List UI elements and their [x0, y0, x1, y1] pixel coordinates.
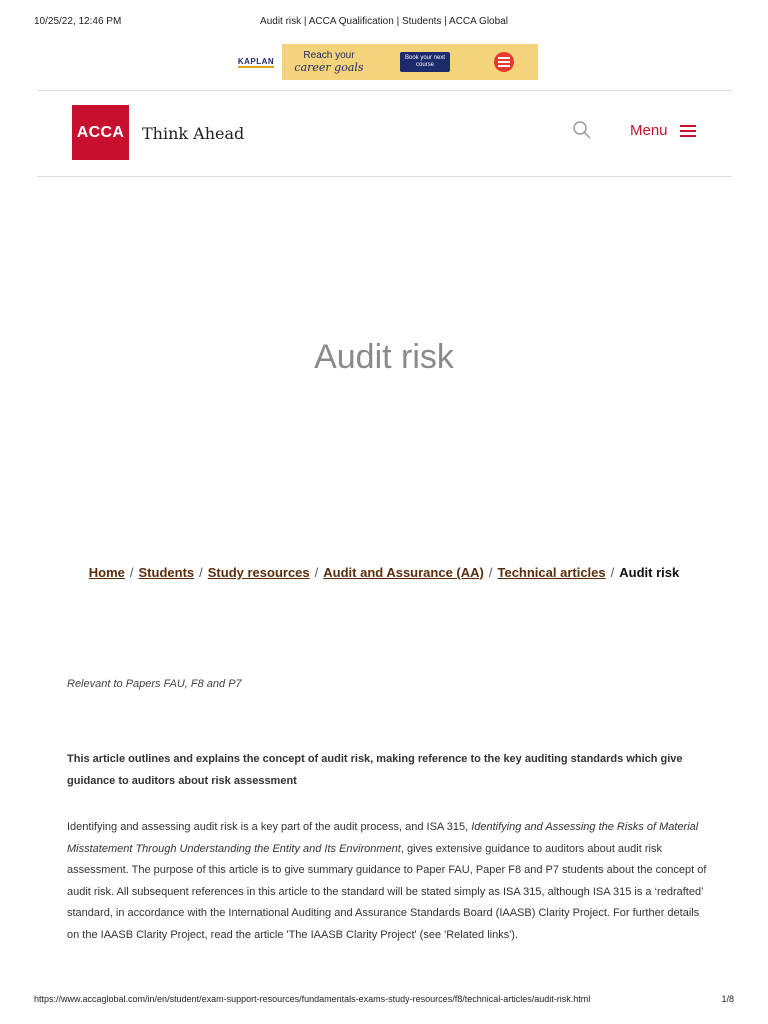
ad-headline: Reach your career goals	[294, 50, 364, 74]
ad-cta-button[interactable]: Book your next course	[400, 52, 450, 72]
breadcrumb-current: Audit risk	[619, 565, 680, 580]
header-bottom-divider	[37, 176, 732, 177]
kaplan-logo: KAPLAN	[230, 44, 282, 80]
article-paragraph: Identifying and assessing audit risk is a key part of the audit process, and ISA 315, Identifying and Assessing the Risks of Material Misstatement Through Understanding the Entity and Its Environment, gives extensive guidance to auditors about audit risk assessment. The purpose of this article is to give summary guidance to Paper FAU, Paper F8 and P7 students about the concept of audit risk. All subsequent references in this article to the standard will be stated simply as ISA 315, although ISA 315 is a ‘redrafted’ standard, in accordance with the International Auditing and Assurance Standards Board (IAASB) Clarity Project. For further details on the IAASB Clarity Project, read the article 'The IAASB Clarity Project' (see 'Related links').	[67, 821, 707, 941]
print-footer	[0, 994, 768, 1008]
breadcrumb-students[interactable]: Students	[138, 565, 195, 580]
breadcrumb-home[interactable]: Home	[88, 565, 125, 580]
print-page-number: 1/8	[721, 994, 734, 1004]
ad-badge-icon	[494, 52, 514, 72]
print-document-title: Audit risk | ACCA Qualification | Students | ACCA Global	[260, 16, 508, 27]
breadcrumb: Home / Students / Study resources / Audit and Assurance (AA) / Technical articles / Audit risk	[88, 565, 680, 580]
search-icon[interactable]	[572, 120, 592, 140]
print-date: 10/25/22, 12:46 PM	[34, 16, 122, 27]
relevant-papers-note: Relevant to Papers FAU, F8 and P7	[67, 678, 242, 690]
ad-banner[interactable]	[230, 44, 538, 80]
breadcrumb-audit-assurance[interactable]: Audit and Assurance (AA)	[323, 565, 484, 580]
menu-button[interactable]	[630, 122, 696, 139]
isa-315-title: Identifying and Assessing the Risks of Material Misstatement Through Understanding the Entity and Its Environment	[67, 821, 699, 855]
article-intro: This article outlines and explains the concept of audit risk, making reference to the key auditing standards which give guidance to auditors about risk assessment	[67, 753, 683, 787]
print-header	[0, 16, 768, 30]
header-top-divider	[37, 90, 732, 91]
print-url: https://www.accaglobal.com/in/en/student/exam-support-resources/fundamentals-exams-study-resources/f8/technical-articles/audit-risk.html	[34, 994, 591, 1004]
hamburger-icon	[680, 125, 696, 137]
breadcrumb-study-resources[interactable]: Study resources	[207, 565, 310, 580]
tagline: Think Ahead	[142, 124, 245, 143]
breadcrumb-technical-articles[interactable]: Technical articles	[497, 565, 606, 580]
page-title: Audit risk	[314, 338, 454, 376]
acca-logo[interactable]: ACCA	[72, 105, 129, 160]
menu-label: Menu	[630, 122, 668, 139]
